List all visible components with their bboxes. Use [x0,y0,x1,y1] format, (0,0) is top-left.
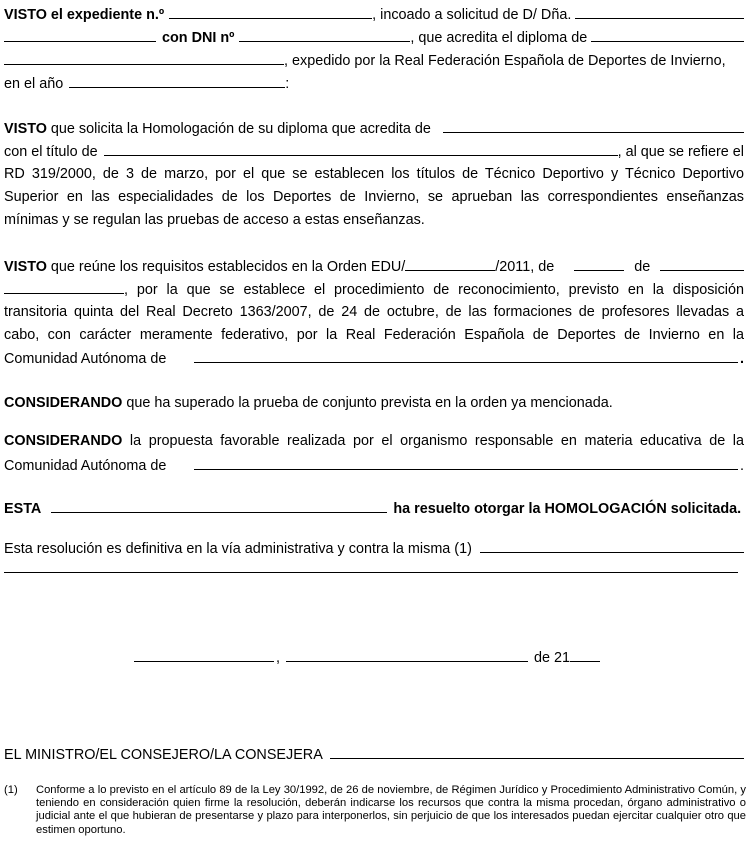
date-field[interactable] [286,647,528,662]
reune-text: que reúne los requisitos establecidos en la Orden EDU/ [46,259,406,275]
considerando-label-2: CONSIDERANDO [4,433,123,449]
p3-line4: cabo, con carácter meramente federativo, por la Real Federación Española de Deportes de Invierno en la [4,327,744,343]
visto-expediente-label: VISTO el expediente n.º [4,7,165,23]
orden-month-field[interactable] [660,256,744,271]
p3-line2 [4,279,744,299]
p6-line1 [4,498,744,518]
p1-line2 [4,27,744,47]
comunidad-text-2: Comunidad Autónoma de [4,458,167,474]
diploma-field[interactable] [591,27,744,42]
applicant-name-field[interactable] [575,4,744,19]
p1-line4 [4,73,744,93]
p3-line3: transitoria quinta del Real Decreto 1363/2007, de 24 de octubre, de las formaciones de profesores llevadas a [4,304,744,320]
dot-text-2: . [740,458,744,474]
signature-field[interactable] [330,744,744,759]
en-el-ano-text: en el año [4,76,64,92]
con-dni-label: con DNI nº [162,30,235,46]
diploma-field-cont[interactable] [4,50,284,65]
place-date-line [4,647,744,667]
colon-text: : [285,76,290,92]
visto-label: VISTO [4,121,47,137]
titulo-field[interactable] [104,141,618,156]
acredita-diploma-text: , que acredita el diploma de [410,30,588,46]
p2-line2 [4,141,744,161]
applicant-name-field-cont[interactable] [4,27,156,42]
de21-text: de 21 [534,650,571,666]
orden-number-field[interactable] [405,256,495,271]
considerando-label: CONSIDERANDO [4,395,123,411]
comunidad-field[interactable] [194,348,738,363]
p7-line1 [4,538,744,558]
recursos-field-cont[interactable] [4,558,738,573]
p2-line5: mínimas y se regulan las pruebas de acceso a estas enseñanzas. [4,212,425,228]
p5-line2 [4,455,744,475]
dni-field[interactable] [239,27,410,42]
por-la-que-text: , por la que se establece el procedimiento de reconocimiento, previsto en la disposición [124,282,744,298]
recursos-field[interactable] [480,538,744,553]
p3-line5 [4,348,744,368]
incoado-text: , incoado a solicitud de D/ Dña. [372,7,572,23]
p2-line4: Superior en las especialidades de los Deportes de Invierno, se aprueban las correspondientes enseñanzas [4,189,744,205]
footnote-text: Conforme a lo previsto en el artículo 89 de la Ley 30/1992, de 26 de noviembre, de Régimen Jurídico y Procedimiento Administrativo Común, y teniendo en consideración quien firme la resolución, deberán indicarse los recursos que contra la misma procedan, órgano administrativo o judicial ante el que hubieran de presentarse y plazo para interponerlos, sin perjuicio de que los interesados puedan ejercitar cualquier otro que estimen oportuno. [36,784,746,836]
p3-line1 [4,256,744,276]
p7-line2 [4,558,744,578]
p2-line1 [4,118,744,138]
expediente-number-field[interactable] [169,4,372,19]
al-que-text: , al que se refiere el [617,144,744,160]
footnote-number: (1) [4,784,18,796]
considerando-text: que ha superado la prueba de conjunto prevista en la orden ya mencionada. [122,395,613,411]
dot-text: . [740,351,744,367]
homologation-diploma-field[interactable] [443,118,744,133]
con-titulo-text: con el título de [4,144,98,160]
year-field[interactable] [69,73,285,88]
definitiva-text: Esta resolución es definitiva en la vía administrativa y contra la misma (1) [4,541,472,557]
comma-text: , [276,650,280,666]
p2-line3: RD 319/2000, de 3 de marzo, por el que se establecen los títulos de Técnico Deportivo y Técnico Deportivo [4,166,744,182]
visto-label-2: VISTO [4,259,47,275]
comunidad-text: Comunidad Autónoma de [4,351,167,367]
authority-field[interactable] [51,498,387,513]
year-2011-text: /2011, de [495,259,555,275]
expedido-text: , expedido por la Real Federación Española de Deportes de Invierno, [284,53,726,69]
minister-line [4,744,744,764]
esta-label: ESTA [4,501,42,517]
place-field[interactable] [134,647,274,662]
p5-line1 [4,431,744,451]
p4-line1 [4,393,744,413]
year-suffix-field[interactable] [570,647,600,662]
solicita-text: que solicita la Homologación de su diploma que acredita de [46,121,431,137]
p1-line3 [4,50,744,70]
orden-month-field-cont[interactable] [4,279,124,294]
orden-day-field[interactable] [574,256,624,271]
minister-label: EL MINISTRO/EL CONSEJERO/LA CONSEJERA [4,747,323,763]
propuesta-text: la propuesta favorable realizada por el organismo responsable en materia educativa de la [122,433,744,449]
de-text: de [634,259,651,275]
p1-line1 [4,4,744,24]
comunidad-field-2[interactable] [194,455,738,470]
resuelto-text: ha resuelto otorgar la HOMOLOGACIÓN solicitada. [393,501,742,517]
